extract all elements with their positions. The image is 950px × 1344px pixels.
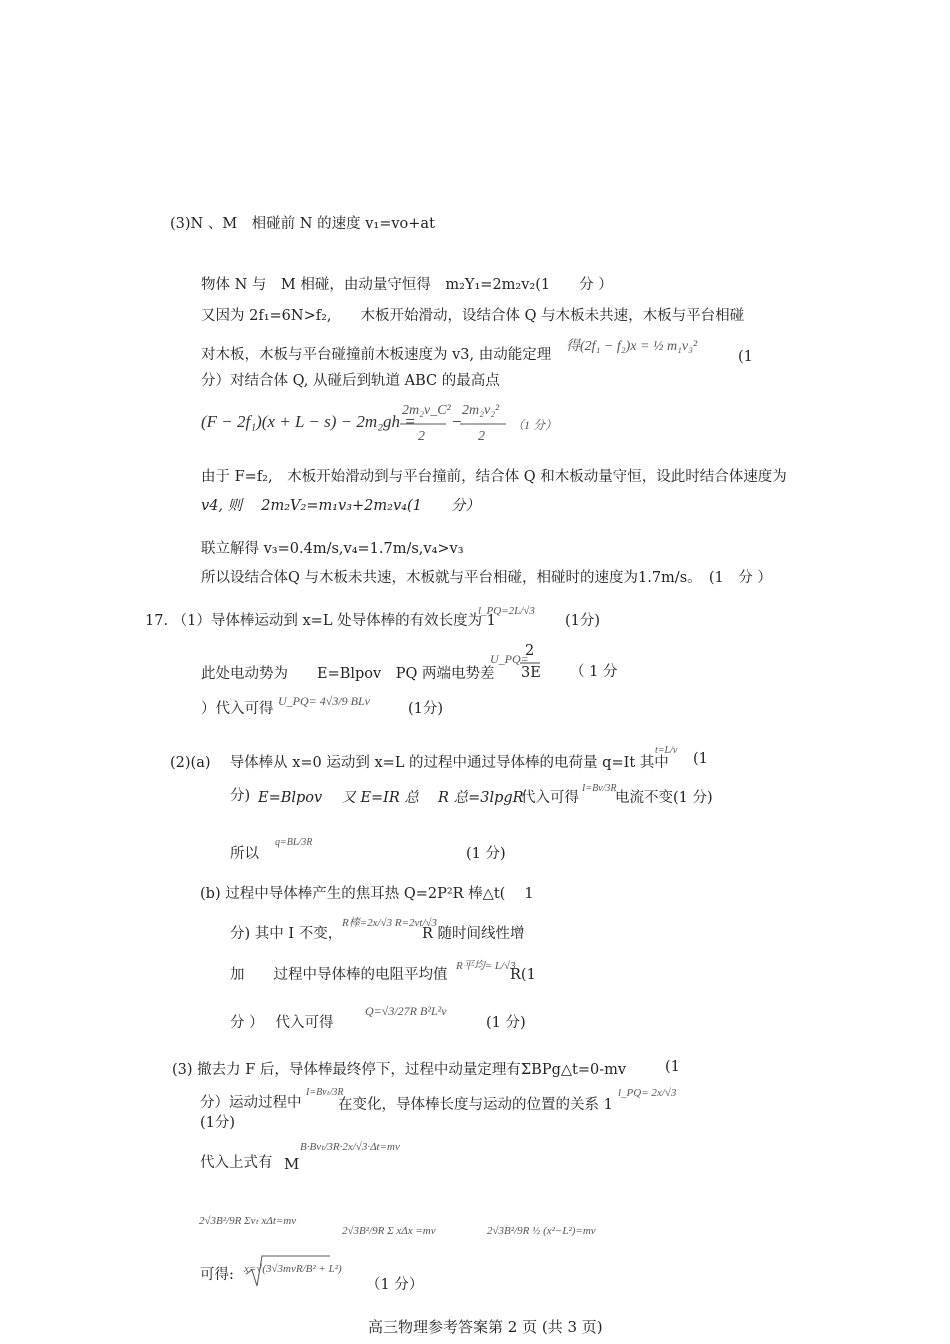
formula-q-den1: 2 bbox=[418, 429, 425, 444]
text-line: (1 分) bbox=[466, 846, 506, 862]
text-line: 物体 N 与 M 相碰，由动量守恒得 m₂Y₁=2m₂v₂(1 分 ） bbox=[201, 277, 613, 293]
text-line: (1 bbox=[665, 1059, 680, 1075]
formula-sum-2: 2√3B²/9R Σ xΔx =mv bbox=[342, 1225, 436, 1237]
formula-current: I=Bv/3R bbox=[582, 783, 617, 794]
formula-minus: − bbox=[451, 412, 463, 431]
text-line: 由于 F=f₂, 木板开始滑动到与平台撞前，结合体 Q 和木板动量守恒，设此时结合体速度为 bbox=[201, 469, 787, 485]
formula-upq-label: U_PQ= bbox=[490, 652, 529, 666]
formula-r-bang: R棒=2x/√3 R=2vt/√3 bbox=[342, 917, 438, 929]
text-line: (b) 过程中导体棒产生的焦耳热 Q=2P²R 棒△t( 1 bbox=[200, 886, 534, 902]
text-line: 加 过程中导体棒的电阻平均值 bbox=[230, 967, 448, 983]
text-line: R(1 bbox=[510, 967, 536, 983]
text-line: （ 1 分 bbox=[570, 664, 618, 680]
text-line: 又因为 2f₁=6N>f₂, 木板开始滑动，设结合体 Q 与木板未共速，木板与平台相碰 bbox=[201, 308, 745, 324]
text-line: 17. （1）导体棒运动到 x=L 处导体棒的有效长度为 1 bbox=[145, 613, 496, 629]
formula-q-equation: (F − 2f₁)(x + L − s) − 2m₂gh = bbox=[201, 412, 416, 431]
text-line: 分 ） 代入可得 bbox=[230, 1015, 334, 1031]
text-line: 分) bbox=[230, 788, 251, 804]
text-line: (1 bbox=[693, 751, 708, 767]
formula-heat: Q=√3/27R B²L²v bbox=[365, 1004, 447, 1018]
formula-q-den2: 2 bbox=[478, 429, 485, 444]
text-line: 分）对结合体 Q, 从碰后到轨道 ABC 的最高点 bbox=[201, 373, 500, 389]
formula-lpq-2: l_PQ= 2x/√3 bbox=[618, 1087, 677, 1099]
formula-sum-1: 2√3B²/9R Σvₜ xΔt=mv bbox=[199, 1215, 297, 1227]
text-line: v4, 则 2m₂V₂=m₁v₃+2m₂v₄(1 分） bbox=[201, 498, 480, 514]
formula-sum-3: 2√3B²/9R ½ (x²−L²)=mv bbox=[487, 1225, 596, 1237]
text-line: R 随时间线性增 bbox=[422, 926, 525, 942]
formula-upq-den: 3E bbox=[521, 665, 541, 681]
formula-upq-result: U_PQ= 4√3/9 BLv bbox=[278, 694, 371, 708]
text-line: 在变化，导体棒长度与运动的位置的关系 1 bbox=[338, 1097, 613, 1113]
formula-r-avg: R平均= L/√3 bbox=[456, 960, 516, 972]
text-line: 所以 bbox=[230, 846, 259, 862]
text-line: (1分) bbox=[565, 613, 601, 629]
text-line: ）代入可得 bbox=[201, 701, 274, 717]
formula-t: t=L/v bbox=[655, 745, 678, 756]
text-line: 代入上式有 bbox=[200, 1155, 273, 1171]
text-line: （1 分） bbox=[366, 1277, 424, 1293]
formula-x: x=√(3√3mvR/B² + L²) bbox=[244, 1263, 342, 1275]
text-line: 联立解得 v₃=0.4m/s,v₄=1.7m/s,v₄>v₃ bbox=[201, 541, 464, 557]
text-line: 电流不变(1 分) bbox=[615, 790, 713, 806]
text-line: 可得: bbox=[200, 1267, 234, 1283]
formula-energy: 得(2f₁ − f₂)x = ½ m₁v₃² bbox=[566, 339, 698, 354]
text-line: (3)N 、M 相碰前 N 的速度 v₁=vo+at bbox=[170, 216, 435, 232]
text-line: 代入可得 bbox=[521, 790, 579, 806]
text-line: (1 bbox=[738, 349, 753, 365]
text-line: (1分) bbox=[200, 1115, 236, 1131]
text-line: E=Blpov 又 E=IR 总 R 总=3lpgR bbox=[258, 790, 524, 806]
formula-note: （1 分） bbox=[512, 418, 558, 432]
formula-substitution: B·Bvₜ/3R·2x/√3·Δt=mv bbox=[300, 1141, 400, 1153]
text-line: 分) 其中 I 不变， bbox=[230, 926, 343, 942]
text-line: (2)(a) 导体棒从 x=0 运动到 x=L 的过程中通过导体棒的电荷量 q=It 其中 bbox=[170, 755, 669, 771]
page-footer: 高三物理参考答案第 2 页 (共 3 页) bbox=[368, 1318, 603, 1336]
formula-current-2: I=Bvₜ/3R bbox=[306, 1087, 344, 1098]
formula-upq-num: 2 bbox=[525, 643, 535, 659]
text-line: (3) 撤去力 F 后，导体棒最终停下，过程中动量定理有ΣBPg△t=0-mv bbox=[172, 1062, 627, 1078]
formula-lpq: l_PQ=2L/√3 bbox=[478, 605, 535, 617]
text-line: 分）运动过程中 bbox=[200, 1095, 302, 1111]
text-line: (1 分) bbox=[486, 1015, 526, 1031]
text-line: (1分) bbox=[408, 701, 444, 717]
formula-q-term2: 2m₂v₂² bbox=[462, 403, 500, 418]
text-line: 所以设结合体Q 与木板未共速，木板就与平台相碰，相碰时的速度为1.7m/s。 (1 分 ） bbox=[201, 570, 772, 586]
formula-charge: q=BL/3R bbox=[275, 837, 313, 848]
text-line: M bbox=[284, 1155, 300, 1173]
text-line: 此处电动势为 E=Blpov PQ 两端电势差 bbox=[201, 666, 495, 682]
text-line: 对木板，木板与平台碰撞前木板速度为 v3, 由动能定理 bbox=[201, 347, 552, 363]
formula-q-term1: 2m₂v_C² bbox=[402, 403, 451, 418]
